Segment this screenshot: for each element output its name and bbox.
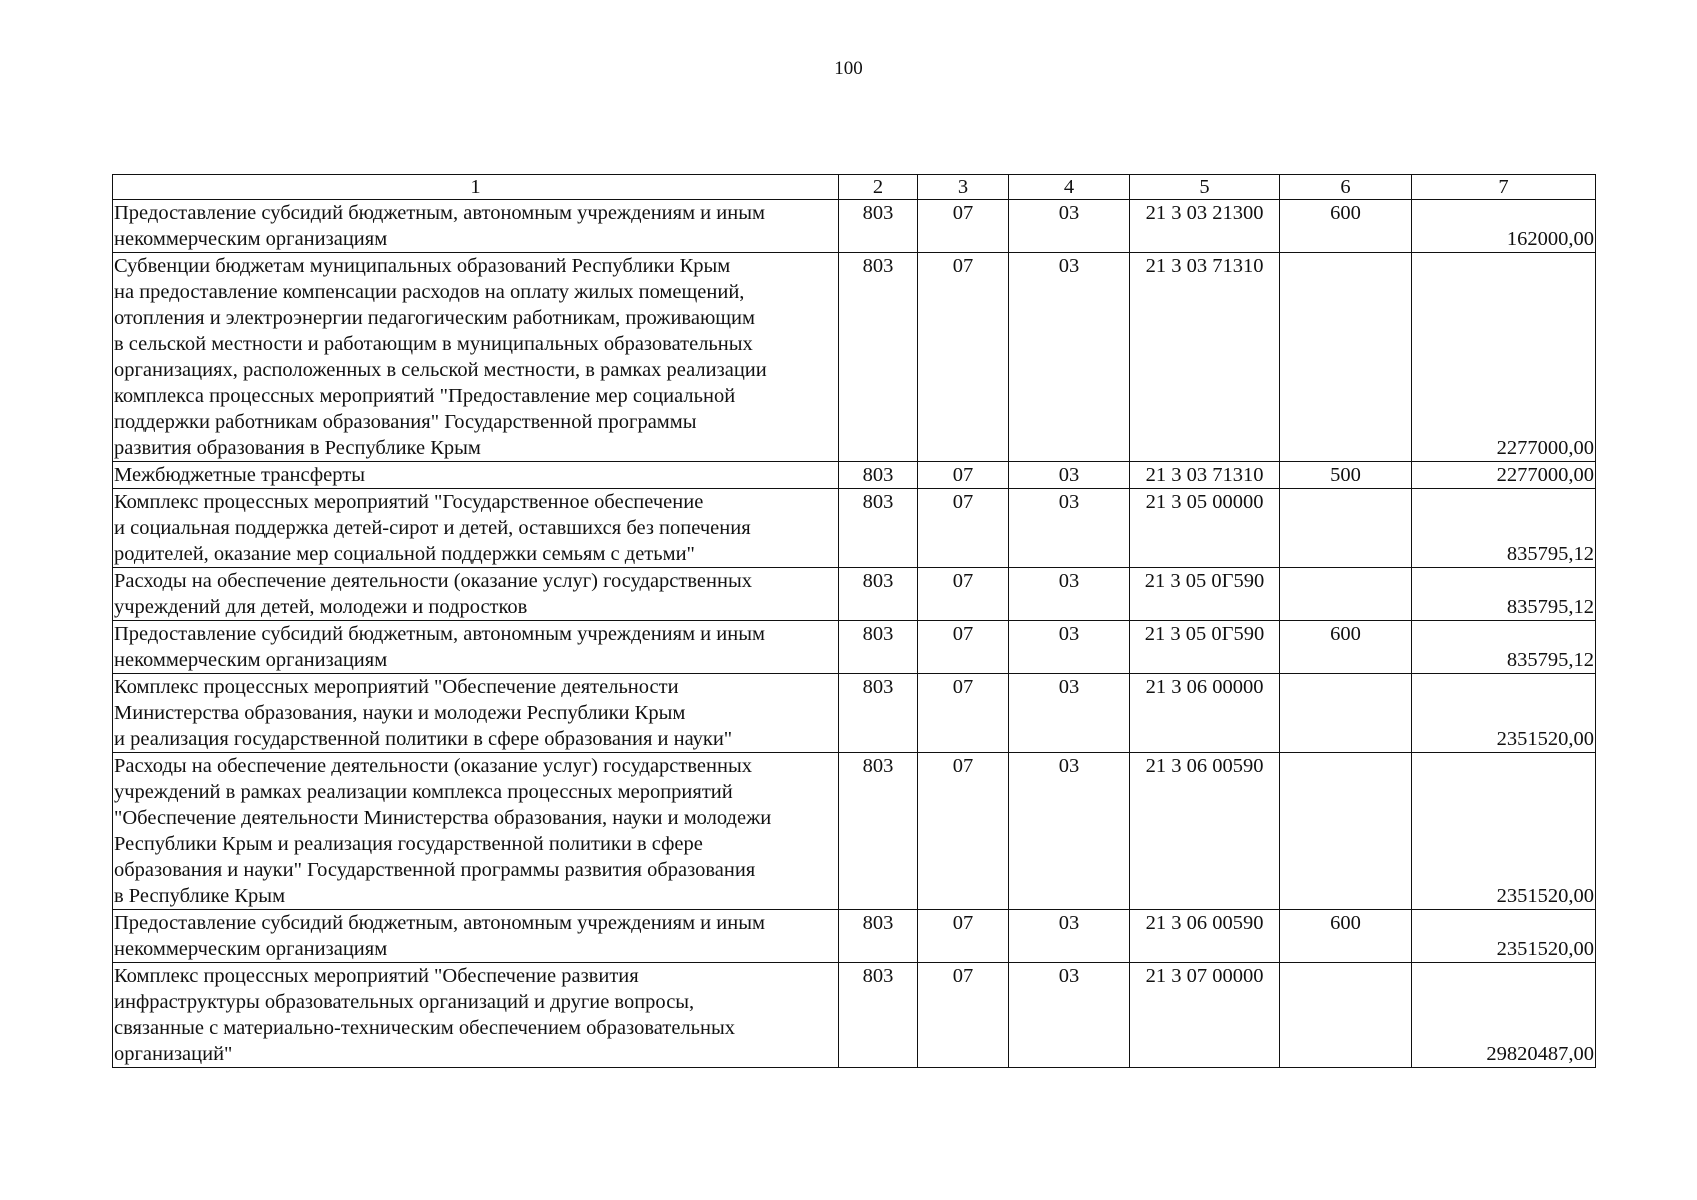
row-amount: 2351520,00 bbox=[1412, 753, 1596, 910]
row-amount: 2277000,00 bbox=[1412, 253, 1596, 462]
row-col-4: 03 bbox=[1009, 674, 1130, 753]
column-header: 6 bbox=[1280, 175, 1412, 200]
row-col-6 bbox=[1280, 674, 1412, 753]
row-col-4: 03 bbox=[1009, 253, 1130, 462]
row-description: Комплекс процессных мероприятий "Государственное обеспечение и социальная поддержка детей-сирот и детей, оставшихся без попечения родителей, оказание мер социальной поддержки семьям с детьми" bbox=[113, 489, 839, 568]
row-col-2: 803 bbox=[839, 568, 918, 621]
row-col-5: 21 3 05 0Г590 bbox=[1130, 568, 1280, 621]
table-row bbox=[113, 621, 1596, 674]
row-col-3: 07 bbox=[918, 489, 1009, 568]
row-col-5: 21 3 03 21300 bbox=[1130, 200, 1280, 253]
row-description: Расходы на обеспечение деятельности (оказание услуг) государственных учреждений в рамках реализации комплекса процессных мероприятий "Обеспечение деятельности Министерства образования, науки и молодежи Республики Крым и реализация государственной политики в сфере образования и науки" Государственной программы развития образования в Республике Крым bbox=[113, 753, 839, 910]
row-col-3: 07 bbox=[918, 963, 1009, 1068]
row-col-3: 07 bbox=[918, 753, 1009, 910]
row-col-4: 03 bbox=[1009, 963, 1130, 1068]
row-description: Предоставление субсидий бюджетным, автономным учреждениям и иным некоммерческим организациям bbox=[113, 200, 839, 253]
row-description: Комплекс процессных мероприятий "Обеспечение развития инфраструктуры образовательных организаций и другие вопросы, связанные с материально-техническим обеспечением образовательных организаций" bbox=[113, 963, 839, 1068]
row-col-5: 21 3 06 00590 bbox=[1130, 753, 1280, 910]
row-col-2: 803 bbox=[839, 963, 918, 1068]
column-header: 5 bbox=[1130, 175, 1280, 200]
row-amount: 2351520,00 bbox=[1412, 910, 1596, 963]
row-description: Комплекс процессных мероприятий "Обеспечение деятельности Министерства образования, науки и молодежи Республики Крым и реализация государственной политики в сфере образования и науки" bbox=[113, 674, 839, 753]
row-col-6 bbox=[1280, 253, 1412, 462]
column-header: 3 bbox=[918, 175, 1009, 200]
row-col-3: 07 bbox=[918, 910, 1009, 963]
row-col-6 bbox=[1280, 963, 1412, 1068]
row-col-2: 803 bbox=[839, 674, 918, 753]
row-col-2: 803 bbox=[839, 489, 918, 568]
row-col-4: 03 bbox=[1009, 621, 1130, 674]
row-amount: 835795,12 bbox=[1412, 621, 1596, 674]
row-col-4: 03 bbox=[1009, 489, 1130, 568]
table-row bbox=[113, 910, 1596, 963]
row-col-2: 803 bbox=[839, 462, 918, 489]
table-row bbox=[113, 568, 1596, 621]
row-amount: 835795,12 bbox=[1412, 568, 1596, 621]
row-description: Субвенции бюджетам муниципальных образований Республики Крым на предоставление компенсации расходов на оплату жилых помещений, отопления и электроэнергии педагогическим работникам, проживающим в сельской местности и работающим в муниципальных образовательных организациях, расположенных в сельской местности, в рамках реализации комплекса процессных мероприятий "Предоставление мер социальной поддержки работникам образования" Государственной программы развития образования в Республике Крым bbox=[113, 253, 839, 462]
row-col-3: 07 bbox=[918, 674, 1009, 753]
row-col-3: 07 bbox=[918, 462, 1009, 489]
row-col-5: 21 3 06 00000 bbox=[1130, 674, 1280, 753]
row-amount: 2277000,00 bbox=[1412, 462, 1596, 489]
column-header: 1 bbox=[113, 175, 839, 200]
row-col-6: 600 bbox=[1280, 621, 1412, 674]
table-row bbox=[113, 462, 1596, 489]
row-col-5: 21 3 03 71310 bbox=[1130, 253, 1280, 462]
table-row bbox=[113, 253, 1596, 462]
row-description: Предоставление субсидий бюджетным, автономным учреждениям и иным некоммерческим организациям bbox=[113, 910, 839, 963]
row-amount: 835795,12 bbox=[1412, 489, 1596, 568]
table-row bbox=[113, 489, 1596, 568]
row-col-4: 03 bbox=[1009, 200, 1130, 253]
row-description: Расходы на обеспечение деятельности (оказание услуг) государственных учреждений для детей, молодежи и подростков bbox=[113, 568, 839, 621]
row-col-2: 803 bbox=[839, 200, 918, 253]
row-description: Межбюджетные трансферты bbox=[113, 462, 839, 489]
row-description: Предоставление субсидий бюджетным, автономным учреждениям и иным некоммерческим организациям bbox=[113, 621, 839, 674]
row-col-2: 803 bbox=[839, 910, 918, 963]
table-header-row bbox=[113, 175, 1596, 200]
row-col-5: 21 3 07 00000 bbox=[1130, 963, 1280, 1068]
row-col-6 bbox=[1280, 753, 1412, 910]
row-col-5: 21 3 03 71310 bbox=[1130, 462, 1280, 489]
row-amount: 162000,00 bbox=[1412, 200, 1596, 253]
row-col-6 bbox=[1280, 568, 1412, 621]
row-col-6 bbox=[1280, 489, 1412, 568]
row-col-3: 07 bbox=[918, 253, 1009, 462]
row-col-5: 21 3 05 0Г590 bbox=[1130, 621, 1280, 674]
row-amount: 2351520,00 bbox=[1412, 674, 1596, 753]
row-col-5: 21 3 05 00000 bbox=[1130, 489, 1280, 568]
row-col-2: 803 bbox=[839, 621, 918, 674]
row-col-3: 07 bbox=[918, 200, 1009, 253]
budget-table bbox=[112, 174, 1596, 1068]
page-number: 100 bbox=[834, 58, 863, 79]
row-col-5: 21 3 06 00590 bbox=[1130, 910, 1280, 963]
table-row bbox=[113, 753, 1596, 910]
column-header: 2 bbox=[839, 175, 918, 200]
row-col-6: 500 bbox=[1280, 462, 1412, 489]
row-col-4: 03 bbox=[1009, 568, 1130, 621]
row-col-3: 07 bbox=[918, 621, 1009, 674]
row-col-6: 600 bbox=[1280, 910, 1412, 963]
column-header: 7 bbox=[1412, 175, 1596, 200]
row-col-6: 600 bbox=[1280, 200, 1412, 253]
table-row bbox=[113, 200, 1596, 253]
row-col-3: 07 bbox=[918, 568, 1009, 621]
row-col-4: 03 bbox=[1009, 753, 1130, 910]
row-col-2: 803 bbox=[839, 753, 918, 910]
row-col-2: 803 bbox=[839, 253, 918, 462]
row-amount: 29820487,00 bbox=[1412, 963, 1596, 1068]
column-header: 4 bbox=[1009, 175, 1130, 200]
table-row bbox=[113, 674, 1596, 753]
row-col-4: 03 bbox=[1009, 462, 1130, 489]
row-col-4: 03 bbox=[1009, 910, 1130, 963]
table-row bbox=[113, 963, 1596, 1068]
